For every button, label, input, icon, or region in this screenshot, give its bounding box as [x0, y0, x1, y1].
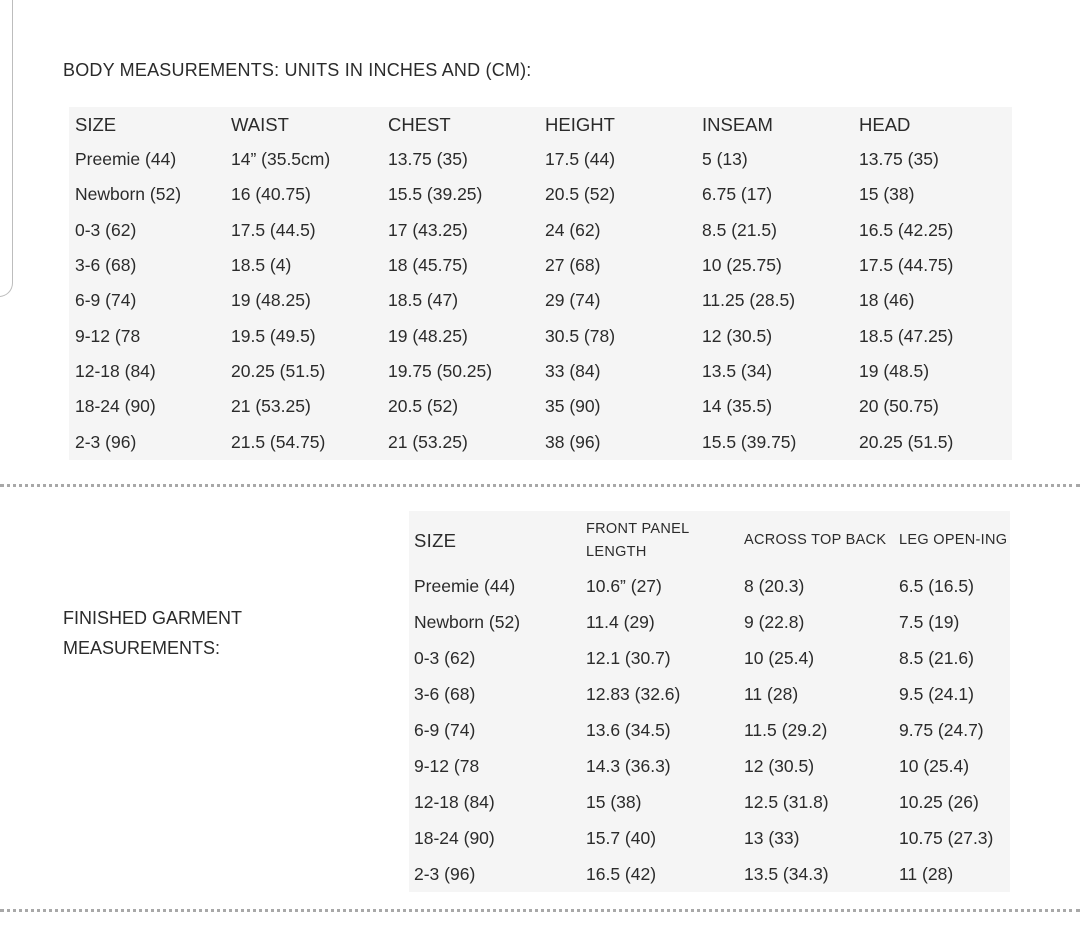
table-cell: 3-6 (68)	[75, 255, 137, 276]
column-header: SIZE	[414, 530, 457, 551]
table-cell: 15.5 (39.25)	[388, 184, 483, 205]
table-cell: 13.75 (35)	[388, 149, 468, 170]
table-cell: 16 (40.75)	[231, 184, 311, 205]
table-cell: 20.25 (51.5)	[859, 431, 954, 452]
column-header: CHEST	[388, 113, 451, 135]
table-cell: 38 (96)	[545, 431, 601, 452]
table-cell: 17.5 (44.75)	[859, 255, 954, 276]
table-row	[409, 604, 1010, 640]
table-cell: 18-24 (90)	[414, 827, 495, 848]
table-cell: 8.5 (21.5)	[702, 219, 777, 240]
table-cell: Preemie (44)	[414, 575, 516, 596]
column-header: HEAD	[859, 113, 911, 135]
column-header: FRONT PANEL LENGTH	[586, 520, 689, 560]
table-cell: 17.5 (44)	[545, 149, 616, 170]
table-cell: Newborn (52)	[414, 611, 521, 632]
table-cell: 18 (45.75)	[388, 255, 468, 276]
table-cell: 10 (25.4)	[899, 755, 970, 776]
table-cell: 11.4 (29)	[586, 611, 655, 632]
table-row	[409, 820, 1010, 856]
table-cell: 15 (38)	[586, 791, 642, 812]
finished-garment-label-line1: FINISHED GARMENT	[63, 608, 243, 628]
table-cell: 11 (28)	[744, 683, 799, 704]
table-row	[69, 248, 1012, 283]
table-cell: 9-12 (78	[414, 755, 480, 776]
table-cell: 12.5 (31.8)	[744, 791, 829, 812]
table-cell: 15 (38)	[859, 184, 915, 205]
table-cell: 15.7 (40)	[586, 827, 657, 848]
table-cell: 10 (25.4)	[744, 647, 815, 668]
table-cell: 8 (20.3)	[744, 575, 805, 596]
table-row	[409, 568, 1010, 604]
table-cell: 13.5 (34)	[702, 361, 773, 382]
body-measurements-title: BODY MEASUREMENTS: UNITS IN INCHES AND (CM):	[63, 60, 532, 80]
table-cell: 27 (68)	[545, 255, 601, 276]
section-divider	[0, 484, 1080, 487]
table-cell: 14.3 (36.3)	[586, 755, 671, 776]
column-header: ACROSS TOP BACK	[744, 532, 887, 548]
table-cell: 0-3 (62)	[75, 219, 137, 240]
table-cell: 2-3 (96)	[75, 431, 137, 452]
table-cell: 12.83 (32.6)	[586, 683, 681, 704]
table-cell: 12 (30.5)	[744, 755, 815, 776]
finished-garment-label-line2: MEASUREMENTS:	[63, 638, 221, 658]
table-cell: 11.25 (28.5)	[702, 290, 796, 311]
column-header: SIZE	[75, 113, 117, 135]
column-header: WAIST	[231, 113, 289, 135]
table-cell: 13.6 (34.5)	[586, 719, 671, 740]
body-measurements-table	[69, 107, 1012, 460]
table-cell: 20.5 (52)	[545, 184, 616, 205]
table-cell: 6.75 (17)	[702, 184, 773, 205]
table-cell: 18 (46)	[859, 290, 915, 311]
table-cell: 19 (48.25)	[388, 325, 468, 346]
table-cell: 10 (25.75)	[702, 255, 782, 276]
table-cell: 9-12 (78	[75, 325, 141, 346]
table-row	[409, 676, 1010, 712]
table-row	[69, 213, 1012, 248]
table-header-row	[409, 511, 1010, 568]
table-row	[69, 425, 1012, 460]
finished-garment-label	[63, 603, 242, 663]
table-cell: 6-9 (74)	[414, 719, 476, 740]
table-cell: 11 (28)	[899, 863, 954, 884]
table-cell: 6.5 (16.5)	[899, 575, 974, 596]
table-cell: 13.75 (35)	[859, 149, 939, 170]
table-cell: 12-18 (84)	[75, 361, 156, 382]
table-cell: 16.5 (42.25)	[859, 219, 954, 240]
table-cell: 8.5 (21.6)	[899, 647, 974, 668]
table-cell: 10.6” (27)	[586, 575, 662, 596]
table-row	[409, 640, 1010, 676]
table-cell: 19 (48.5)	[859, 361, 930, 382]
table-row	[69, 389, 1012, 424]
table-cell: 12-18 (84)	[414, 791, 495, 812]
table-cell: 11.5 (29.2)	[744, 719, 828, 740]
table-row	[69, 354, 1012, 389]
table-cell: 10.75 (27.3)	[899, 827, 994, 848]
table-row	[409, 712, 1010, 748]
table-cell: 19.75 (50.25)	[388, 361, 493, 382]
table-cell: 9.75 (24.7)	[899, 719, 984, 740]
table-cell: 20 (50.75)	[859, 396, 939, 417]
table-cell: 12.1 (30.7)	[586, 647, 671, 668]
column-header: LEG OPEN-ING	[899, 532, 1008, 548]
table-cell: 29 (74)	[545, 290, 601, 311]
table-cell: 10.25 (26)	[899, 791, 979, 812]
table-row	[69, 319, 1012, 354]
table-cell: 9.5 (24.1)	[899, 683, 974, 704]
table-row	[69, 283, 1012, 318]
table-cell: 35 (90)	[545, 396, 601, 417]
table-header-row	[69, 107, 1012, 142]
table-cell: Preemie (44)	[75, 149, 177, 170]
corner-bracket-decoration	[0, 0, 13, 297]
table-cell: 20.25 (51.5)	[231, 361, 326, 382]
table-cell: 3-6 (68)	[414, 683, 476, 704]
table-cell: 21.5 (54.75)	[231, 431, 326, 452]
table-cell: 17 (43.25)	[388, 219, 468, 240]
table-cell: 16.5 (42)	[586, 863, 657, 884]
table-cell: Newborn (52)	[75, 184, 182, 205]
table-cell: 33 (84)	[545, 361, 601, 382]
table-cell: 0-3 (62)	[414, 647, 476, 668]
table-cell: 21 (53.25)	[388, 431, 468, 452]
table-cell: 13.5 (34.3)	[744, 863, 829, 884]
table-cell: 6-9 (74)	[75, 290, 137, 311]
table-cell: 5 (13)	[702, 149, 748, 170]
table-cell: 21 (53.25)	[231, 396, 311, 417]
table-cell: 15.5 (39.75)	[702, 431, 797, 452]
table-cell: 20.5 (52)	[388, 396, 459, 417]
section-divider	[0, 909, 1080, 912]
table-cell: 19 (48.25)	[231, 290, 311, 311]
table-cell: 18-24 (90)	[75, 396, 156, 417]
column-header: INSEAM	[702, 113, 773, 135]
table-cell: 14 (35.5)	[702, 396, 773, 417]
table-cell: 14” (35.5cm)	[231, 149, 331, 170]
table-cell: 13 (33)	[744, 827, 800, 848]
table-cell: 18.5 (4)	[231, 255, 292, 276]
table-row	[409, 748, 1010, 784]
table-cell: 17.5 (44.5)	[231, 219, 316, 240]
table-cell: 24 (62)	[545, 219, 601, 240]
table-row	[69, 177, 1012, 212]
table-row	[69, 142, 1012, 177]
table-cell: 9 (22.8)	[744, 611, 805, 632]
table-cell: 7.5 (19)	[899, 611, 960, 632]
table-cell: 12 (30.5)	[702, 325, 773, 346]
table-cell: 18.5 (47.25)	[859, 325, 954, 346]
table-row	[409, 784, 1010, 820]
finished-garment-table	[409, 511, 1010, 892]
table-cell: 18.5 (47)	[388, 290, 459, 311]
table-row	[409, 856, 1010, 892]
column-header: HEIGHT	[545, 113, 615, 135]
table-cell: 2-3 (96)	[414, 863, 476, 884]
table-cell: 30.5 (78)	[545, 325, 616, 346]
table-cell: 19.5 (49.5)	[231, 325, 316, 346]
